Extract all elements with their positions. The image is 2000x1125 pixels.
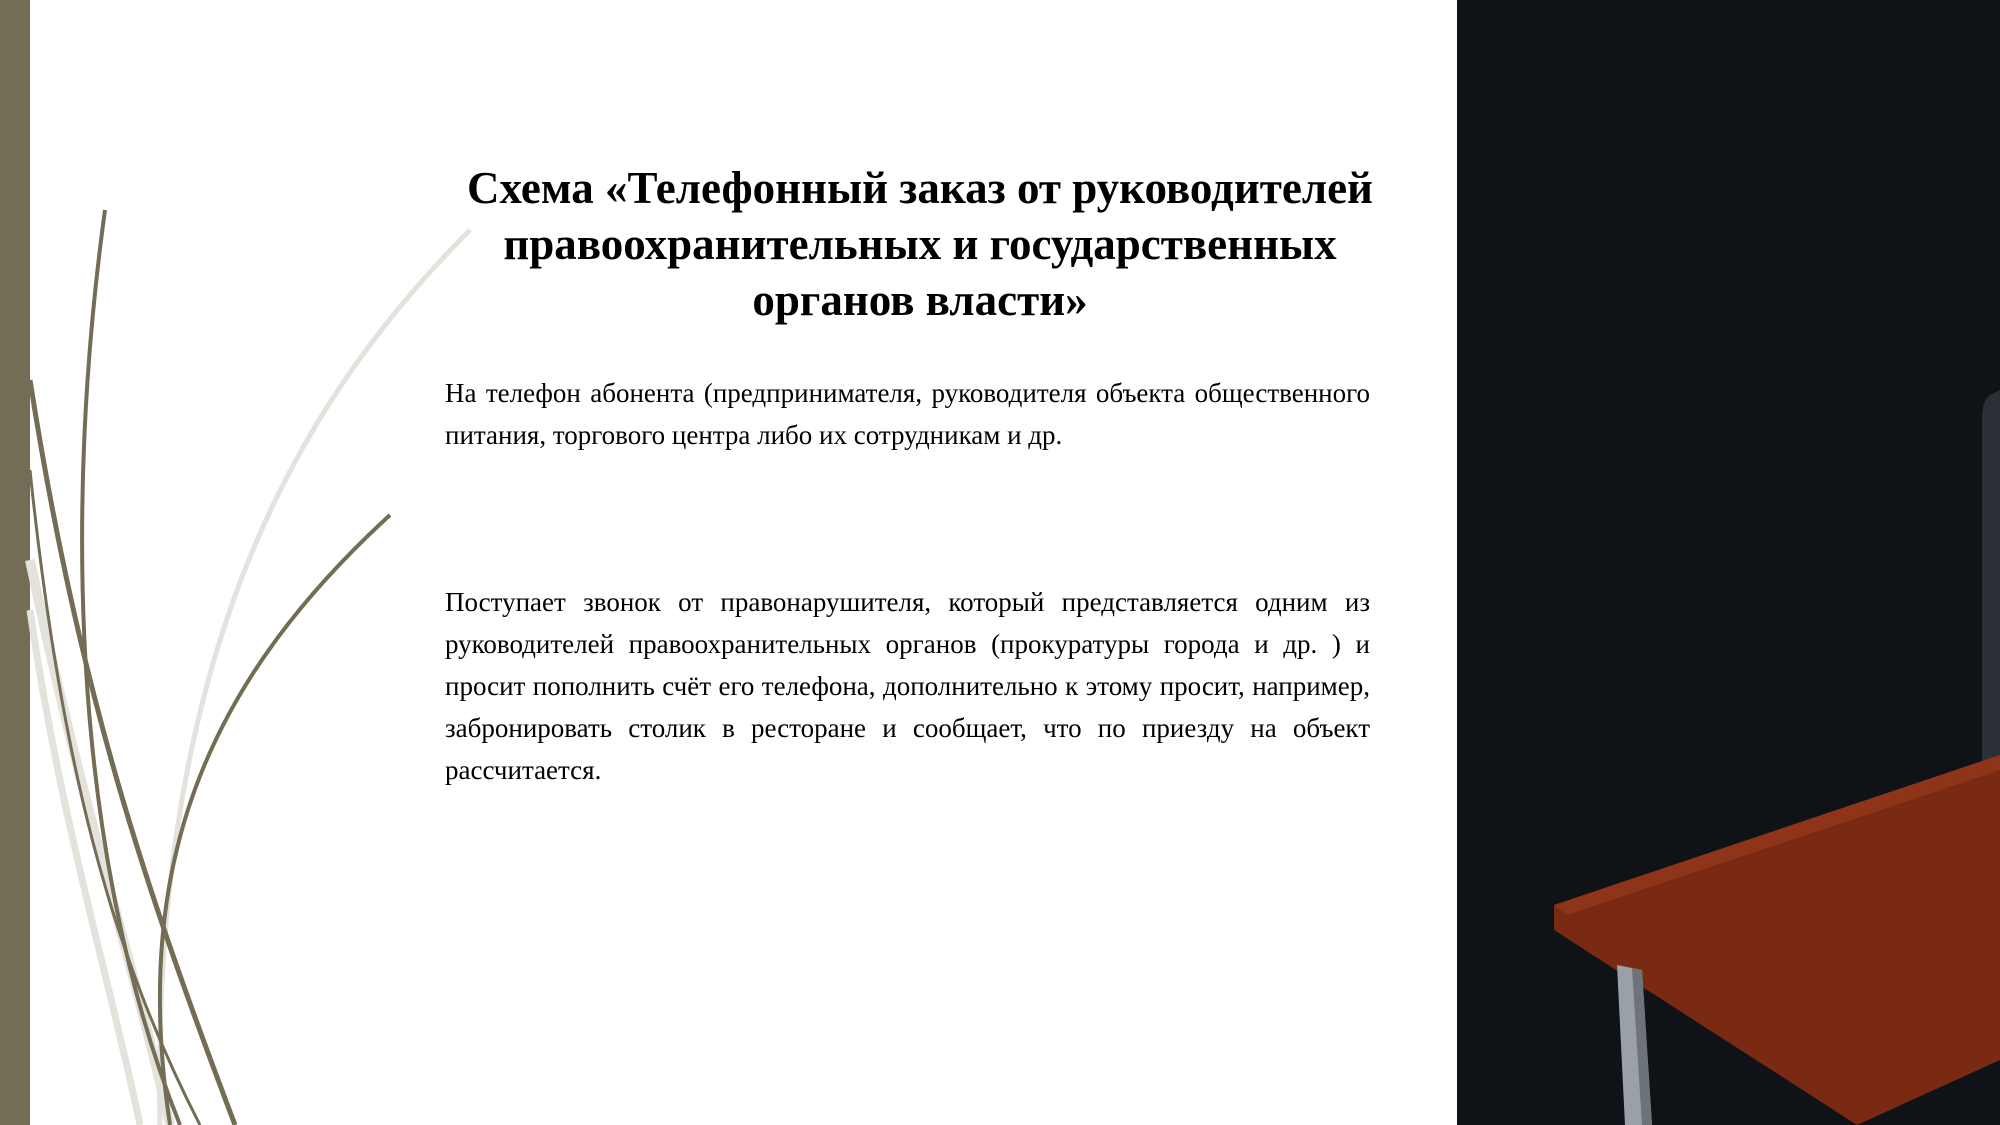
decorative-curves	[0, 0, 480, 1125]
dark-curve-3	[160, 515, 390, 1125]
paragraph-1: На телефон абонента (предпринимателя, руководителя объекта общественного питания, торгового центра либо их сотрудникам и др.	[445, 378, 1370, 450]
desk-photo	[1457, 0, 2000, 1125]
photo-panel	[1457, 0, 2000, 1125]
light-curve-3	[30, 610, 140, 1125]
paragraph-2: Поступает звонок от правонарушителя, который представляется одним из руководителей правоохранительных органов (прокуратуры города и др. ) и просит пополнить счёт его телефона, дополнительно к этому просит, например, забронировать столик в ресторане и сообщает, что по приезду на объект рассчитается.	[445, 587, 1370, 785]
light-curve-1	[160, 230, 470, 1125]
slide-title: Схема «Телефонный заказ от руководителей правоохранительных и государственных органов власти»	[467, 163, 1373, 325]
dark-curve-2	[30, 380, 235, 1125]
